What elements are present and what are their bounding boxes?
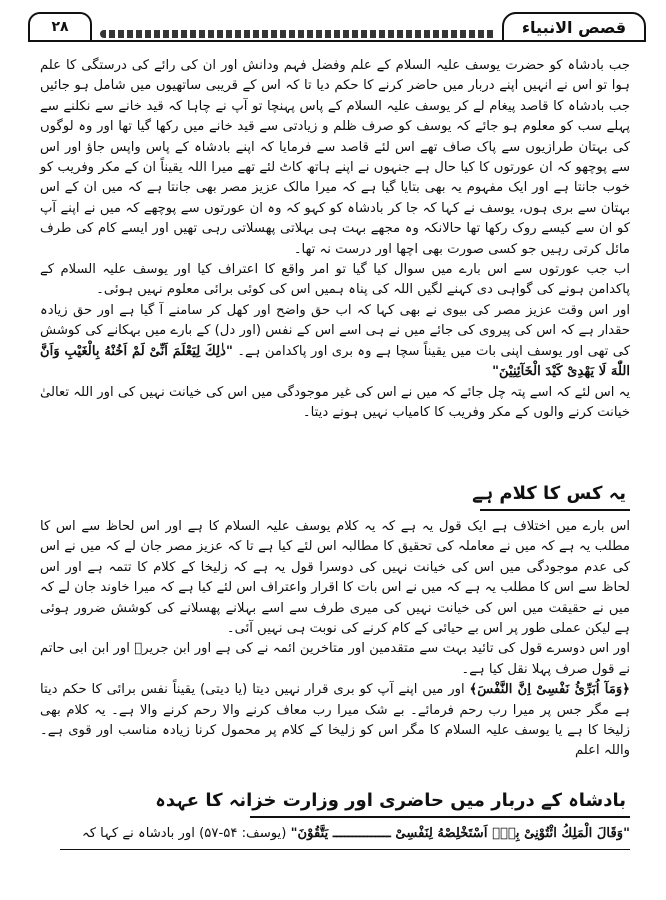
quran-quote: "وَقَالَ الْمَلِكُ ائْتُوْنِىْ بِهٖٓ اَسْتَخْلِصْهُ لِنَفْسِىْ ـــــــــــــــ يَتَّقُوْنَ" xyxy=(290,826,630,841)
last-line-text: اور بادشاہ نے کہا کہ xyxy=(81,826,195,841)
quran-quote: ﴿وَمَآ اُبَرِّئُ نَفْسِىْ اِنَّ النَّفْسَ﴾ xyxy=(469,682,630,698)
section-underline xyxy=(480,509,630,511)
page-header xyxy=(28,12,646,46)
paragraph: اور اس دوسرے قول کی تائید بہت سے متقدمین اور متاخرین ائمہ نے کی ہے اور ابن جریرؒ اور ابن ابی حاتم نے قول صرف پہلا نقل کیا ہے۔ xyxy=(40,641,630,677)
paragraph xyxy=(40,680,630,762)
paragraph xyxy=(40,301,630,383)
quran-quote-text: وَمَآ اُبَرِّئُ نَفْسِىْ اِنَّ النَّفْسَ xyxy=(477,682,623,698)
header-chain-ornament xyxy=(100,30,496,38)
paragraph: یہ اس لئے کہ اسے پتہ چل جائے کہ میں نے اس کی غیر موجودگی میں اس کی خیانت نہیں کی اور اللہ تعالیٰ خیانت کرنے والوں کے مکر وفریب کا کامیاب نہیں ہونے دیتا۔ xyxy=(40,384,630,420)
body-text-1 xyxy=(40,56,630,423)
body-text-2 xyxy=(40,517,630,762)
page-number: ۲۸ xyxy=(28,12,92,42)
paragraph-text: اور میں اپنے آپ کو بری قرار نہیں دیتا (یا دیتی) یقیناً نفس برائی کا حکم دیتا ہے مگر جس پر میرا رب رحم فرمائے۔ بے شک میرا رب معاف کرنے والا رحم کرنے والا ہے۔ یہ کلام بھی زلیخا کا ہے یا یوسف علیہ السلام کا مگر اس کو زلیخا کے کلام پر محمول کرنا زیادہ مناسب اور قوی ہے۔ واللہ اعلم xyxy=(40,682,630,759)
last-line xyxy=(40,824,630,844)
paragraph: جب بادشاہ کو حضرت یوسف علیہ السلام کے علم وفضل فہم ودانش اور ان کی رائے کی درستگی کا علم ہوا تو اس نے انہیں اپنے دربار میں حاضر کرنے کا حکم دیا تا کہ اس کے قریبی ساتھیوں میں شامل ہو جائیں جب بادشاہ کا قاصد پیغام لے کر یوسف علیہ السلام کے پاس پہنچا تو آپ نے چاہا کہ قید خانے سے نکلنے سے پہلے سب کو معلوم ہو جائے کہ یوسف کو صرف ظلم و زیادتی سے قید خانے میں رکھا گیا تھا اور وہ لوگوں کی بہتان طرازیوں سے پاک صاف تھے اس لئے قاصد سے فرمایا کہ اپنے بادشاہ کے پاس واپس جاؤ اور اس سے پوچھو کہ ان عورتوں کا کیا حال ہے جنہوں نے اپنے ہاتھ کاٹ لئے تھے میرا اللہ یقیناً ان کے مکر وفریب کو خوب جانتا ہے اور ایک مفہوم یہ بھی بتایا گیا ہے کہ میرا مالک عزیز مصر بھی جانتا ہے کہ میں ان کے اس بہتان سے بری ہوں، یوسف نے کہا کہ جا کر بادشاہ کو کہو کہ وہ ان عورتوں سے پوچھے کہ میں نے اپنے آپ کو ان سے کیسے روک رکھا تھا حالانکہ وہ مجھے بہت ہی بہلاتی پھسلاتی رہی تھیں اور ایسے کام کی طرف مائل کرتی رہیں جو کسی صورت بھی اچھا اور درست نہ تھا۔ xyxy=(40,58,630,257)
paragraph: اس بارے میں اختلاف ہے ایک قول یہ ہے کہ یہ کلام یوسف علیہ السلام کا ہے اور اس لحاظ سے اس کا مطلب یہ ہے کہ میں نے معاملہ کی تحقیق کا مطالبہ اس لئے کیا ہے تا کہ عزیز مصر جان لے کہ میں نے اس کی عدم موجودگی میں اس کی خیانت نہیں کی دوسرا قول یہ ہے کہ زلیخا کے کلام کا تتمہ ہے اور اس لحاظ سے اس کا مطلب یہ ہے کہ میں نے اس بات کا اقرار واعتراف اس لئے کیا ہے کہ میرا خاوند جان لے کہ میں نے حقیقت میں اس کی خیانت نہیں کی میری طرف سے اسے بہلانے پھسلانے کی کوشش ضرور ہوئی ہے لیکن عملی طور پر اس بے حیائی کے کام کرنے کی نوبت ہی نہیں آئی۔ xyxy=(40,519,630,637)
book-title: قصص الانبیاء xyxy=(502,12,646,42)
quran-quote: "ذٰلِكَ لِيَعْلَمَ اَنِّىْ لَمْ اَخُنْهُ بِالْغَيْبِ وَاَنَّ اللّٰهَ لَا يَهْدِىْ كَيْدَ الْخَآئِنِيْنَ" xyxy=(40,343,630,380)
section-underline xyxy=(250,816,630,818)
paragraph: اب جب عورتوں سے اس بارے میں سوال کیا گیا تو امر واقع کا اعتراف کیا اور یوسف علیہ السلام کے پاکدامن ہونے کی گواہی دی کہنے لگیں اللہ کی پناہ ہمیں اس کی کوئی برائی معلوم نہیں ہوئی۔ xyxy=(40,262,630,298)
quran-quote-text: وَقَالَ الْمَلِكُ ائْتُوْنِىْ بِهٖٓ اَسْتَخْلِصْهُ لِنَفْسِىْ ـــــــــــــــ يَتَّقُوْنَ xyxy=(297,826,624,841)
quote-reference: (یوسف: ۵۴-۵۷) xyxy=(199,826,287,841)
quran-quote-text: ذٰلِكَ لِيَعْلَمَ اَنِّىْ لَمْ اَخُنْهُ بِالْغَيْبِ وَاَنَّ اللّٰهَ لَا يَهْدِىْ كَيْدَ الْخَآئِنِيْنَ xyxy=(40,343,630,380)
section-heading-1: یہ کس کا کلام ہے xyxy=(472,483,626,504)
paragraph-text: اور اس وقت عزیز مصر کی بیوی نے بھی کہا کہ اب حق واضح اور کھل کر سامنے آ گیا ہے اور حق زیادہ حقدار ہے کہ اس کی پیروی کی جائے میں نے ہی اسے اس کے نفس (اور دل) کے بارے میں بہکانے کی کوشش کی تھی اور یوسف اپنی بات میں یقیناً سچا ہے وہ بری اور پاکدامن ہے۔ xyxy=(40,302,630,359)
bottom-rule xyxy=(60,849,630,850)
section-heading-2: بادشاہ کے دربار میں حاضری اور وزارت خزانہ کا عہدہ xyxy=(155,790,626,811)
